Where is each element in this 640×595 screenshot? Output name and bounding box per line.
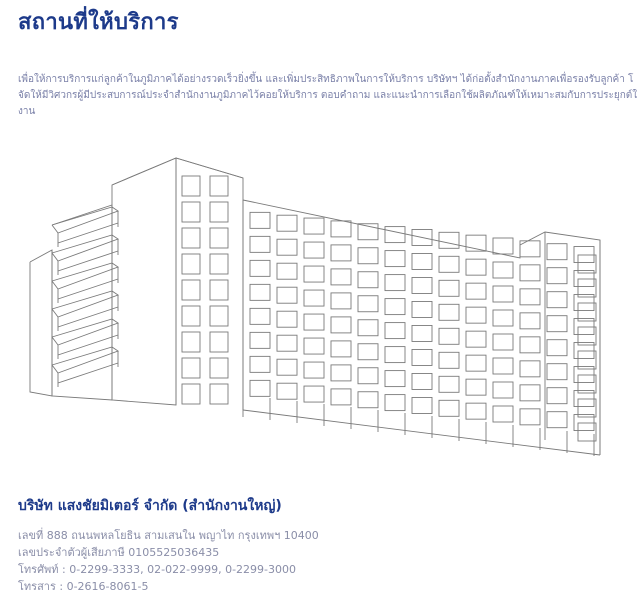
building-window: [210, 176, 228, 196]
building-window: [210, 358, 228, 378]
intro-line: งาน: [18, 106, 36, 117]
building-window: [385, 227, 405, 243]
building-window: [520, 385, 540, 401]
building-window: [412, 277, 432, 293]
building-window: [331, 269, 351, 285]
building-window: [439, 304, 459, 320]
building-window: [578, 423, 596, 441]
building-window: [493, 382, 513, 398]
building-window: [466, 259, 486, 275]
building-window: [331, 389, 351, 405]
building-window: [412, 253, 432, 269]
building-window: [304, 290, 324, 306]
balcony-rail: [58, 307, 118, 327]
balcony-rail: [58, 223, 118, 243]
building-window: [358, 296, 378, 312]
building-window: [277, 263, 297, 279]
building-window: [574, 247, 594, 263]
company-phone: โทรศัพท์ : 0-2299-3333, 02-022-9999, 0-2299-3000: [18, 563, 297, 576]
building-window: [493, 262, 513, 278]
left-annex-outline: [30, 250, 52, 396]
building-window: [210, 202, 228, 222]
building-window: [439, 400, 459, 416]
balcony-rail: [58, 363, 118, 383]
building-window: [493, 334, 513, 350]
building-window: [182, 254, 200, 274]
building-window: [182, 384, 200, 404]
building-window: [385, 299, 405, 315]
building-window: [304, 242, 324, 258]
building-window: [250, 284, 270, 300]
building-window: [210, 280, 228, 300]
company-fax: โทรสาร : 0-2616-8061-5: [18, 580, 149, 593]
building-window: [439, 256, 459, 272]
building-window: [210, 306, 228, 326]
building-window: [331, 317, 351, 333]
building-window: [385, 323, 405, 339]
building-window: [466, 307, 486, 323]
building-window: [385, 347, 405, 363]
building-window: [358, 272, 378, 288]
building-window: [412, 301, 432, 317]
building-window: [277, 215, 297, 231]
building-window: [547, 364, 567, 380]
building-window: [520, 337, 540, 353]
building-window: [331, 221, 351, 237]
building-window: [304, 266, 324, 282]
building-window: [439, 376, 459, 392]
building-window: [412, 397, 432, 413]
building-window: [466, 283, 486, 299]
intro-paragraph: [18, 72, 640, 120]
building-window: [277, 239, 297, 255]
building-window: [304, 386, 324, 402]
building-window: [493, 238, 513, 254]
balcony-slab: [52, 235, 118, 261]
building-window: [277, 359, 297, 375]
building-window: [331, 293, 351, 309]
building-window: [250, 380, 270, 396]
building-window: [439, 280, 459, 296]
building-window: [182, 228, 200, 248]
balcony-slab: [52, 347, 118, 373]
building-window: [412, 373, 432, 389]
building-window: [277, 287, 297, 303]
office-building-illustration: [0, 140, 640, 460]
building-window: [493, 406, 513, 422]
balcony-slab: [52, 207, 118, 233]
building-window: [520, 289, 540, 305]
balcony-rail: [58, 335, 118, 355]
balcony-slab: [52, 291, 118, 317]
building-window: [182, 202, 200, 222]
building-window: [182, 176, 200, 196]
building-window: [182, 358, 200, 378]
building-window: [304, 218, 324, 234]
company-address: เลขที่ 888 ถนนพหลโยธิน สามเสนใน พญาไท กรุงเทพฯ 10400: [18, 529, 319, 542]
building-window: [358, 320, 378, 336]
building-window: [250, 260, 270, 276]
building-window: [493, 310, 513, 326]
building-window: [304, 362, 324, 378]
building-window: [331, 341, 351, 357]
building-window: [547, 412, 567, 428]
building-window: [304, 338, 324, 354]
building-window: [182, 306, 200, 326]
building-window: [304, 314, 324, 330]
company-contact-block: [18, 527, 319, 595]
building-window: [385, 395, 405, 411]
building-window: [182, 280, 200, 300]
building-window: [547, 316, 567, 332]
building-window: [439, 352, 459, 368]
building-window: [412, 325, 432, 341]
building-window: [210, 384, 228, 404]
building-window: [250, 212, 270, 228]
building-window: [250, 332, 270, 348]
building-window: [210, 254, 228, 274]
building-window: [412, 349, 432, 365]
building-window: [277, 335, 297, 351]
building-window: [385, 251, 405, 267]
page-title: สถานที่ให้บริการ: [18, 10, 179, 35]
company-tax-id: เลขประจำตัวผู้เสียภาษี 0105525036435: [18, 546, 220, 559]
building-window: [277, 311, 297, 327]
building-window: [520, 409, 540, 425]
building-window: [466, 331, 486, 347]
building-window: [547, 388, 567, 404]
building-window: [493, 286, 513, 302]
building-window: [182, 332, 200, 352]
building-window: [210, 228, 228, 248]
intro-line: เพื่อให้การบริการแก่ลูกค้าในภูมิภาคได้อย่างรวดเร็วยิ่งขึ้น และเพิ่มประสิทธิภาพในการให้บริการ บริษัทฯ ได้ก่อตั้งสำนักงานภาคเพื่อรองรับลูกค้า โ: [18, 74, 634, 85]
building-window: [385, 275, 405, 291]
building-window: [250, 356, 270, 372]
intro-line: จัดให้มีวิศวกรผู้มีประสบการณ์ประจำสำนักงานภูมิภาคไว้คอยให้บริการ ตอบคำถาม และแนะนำการเลือกใช้ผลิตภัณฑ์ให้เหมาะสมกับการประยุกต์ใ: [18, 90, 638, 101]
front-block-outline: [112, 158, 176, 405]
building-window: [358, 368, 378, 384]
building-window: [547, 268, 567, 284]
building-window: [358, 392, 378, 408]
building-window: [331, 245, 351, 261]
front-block-roof: [112, 158, 243, 185]
building-window: [250, 236, 270, 252]
building-window: [210, 332, 228, 352]
building-window: [466, 379, 486, 395]
building-window: [547, 292, 567, 308]
balcony-slab: [52, 263, 118, 289]
building-window: [520, 313, 540, 329]
building-window: [439, 328, 459, 344]
balcony-rail: [58, 251, 118, 271]
building-window: [439, 232, 459, 248]
building-window: [277, 383, 297, 399]
building-window: [547, 340, 567, 356]
building-window: [520, 361, 540, 377]
company-name: บริษัท แสงชัยมิเตอร์ จำกัด (สำนักงานใหญ่): [18, 498, 282, 514]
building-window: [358, 344, 378, 360]
building-window: [385, 371, 405, 387]
building-window: [466, 403, 486, 419]
building-window: [493, 358, 513, 374]
building-window: [250, 308, 270, 324]
building-window: [466, 355, 486, 371]
building-window: [331, 365, 351, 381]
balcony-tower-outline: [52, 205, 112, 400]
balcony-slab: [52, 319, 118, 345]
balcony-rail: [58, 279, 118, 299]
building-window: [547, 244, 567, 260]
building-window: [358, 248, 378, 264]
building-window: [520, 265, 540, 281]
